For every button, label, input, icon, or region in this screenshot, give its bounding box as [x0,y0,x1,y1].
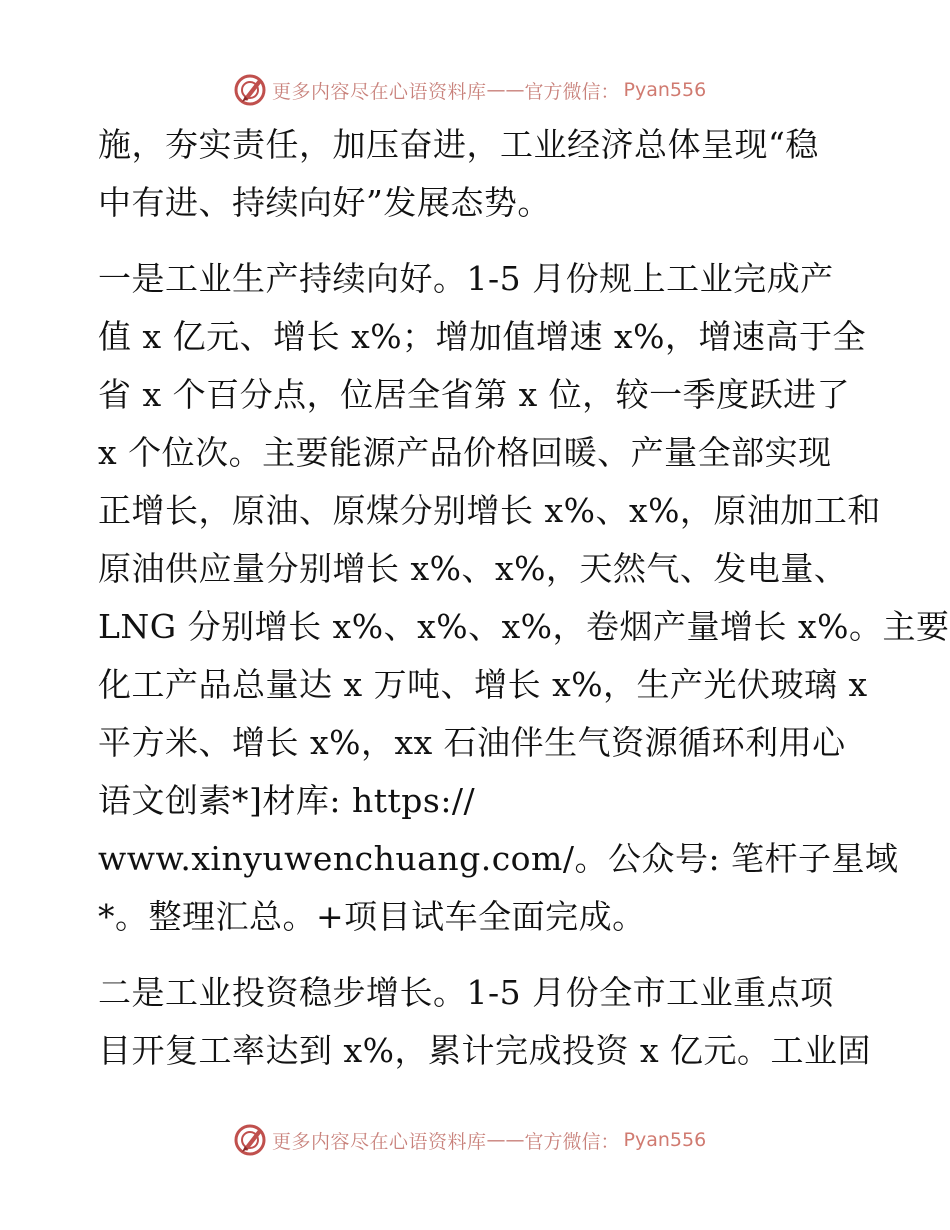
banner-tagline: 更多内容尽在心语资料库 [272,80,487,103]
banner-wechat-label: 官方微信： [524,80,620,103]
banner-tagline: 更多内容尽在心语资料库 [272,1130,487,1153]
text-line: 目开复工率达到 x%，累计完成投资 x 亿元。工业固 [98,1031,872,1070]
paragraph-2 [98,250,950,946]
header-banner [232,72,706,108]
text-line: 平方米、增长 x%，xx 石油伴生气资源循环利用心 [98,723,846,762]
banner-wechat-id: Pyan556 [623,1129,707,1151]
footer-banner [232,1122,706,1158]
text-line: 语文创素*]材库: https:// [98,781,476,820]
paragraph-3 [98,964,872,1080]
banner-separator: —— [486,1129,525,1151]
text-line: 施，夯实责任，加压奋进，工业经济总体呈现“稳 [98,125,819,164]
text-line: 中有进、持续向好”发展态势。 [98,183,551,222]
text-line: x 个位次。主要能源产品价格回暖、产量全部实现 [98,433,832,472]
text-line: 值 x 亿元、增长 x%；增加值增速 x%，增速高于全 [98,317,867,356]
text-line: 化工产品总量达 x 万吨、增长 x%，生产光伏玻璃 x [98,665,868,704]
text-line: 二是工业投资稳步增长。1-5 月份全市工业重点项 [98,973,834,1012]
text-line: 原油供应量分别增长 x%、x%，天然气、发电量、 [98,549,848,588]
banner-wechat-id: Pyan556 [623,79,707,101]
paragraph-1 [98,116,868,232]
text-line: LNG 分别增长 x%、x%、x%，卷烟产量增长 x%。主要 [98,607,950,646]
brand-logo-icon [232,72,268,108]
text-line: 一是工业生产持续向好。1-5 月份规上工业完成产 [98,259,834,298]
text-line: 省 x 个百分点，位居全省第 x 位，较一季度跃进了 [98,375,851,414]
document-body [98,116,950,1080]
text-line: *。整理汇总。+项目试车全面完成。 [98,897,646,936]
banner-wechat-label: 官方微信： [524,1130,620,1153]
banner-separator: —— [486,79,525,101]
text-line: 正增长，原油、原煤分别增长 x%、x%，原油加工和 [98,491,881,530]
text-line: www.xinyuwenchuang.com/。公众号: 笔杆子星域 [98,839,899,878]
brand-logo-icon [232,1122,268,1158]
